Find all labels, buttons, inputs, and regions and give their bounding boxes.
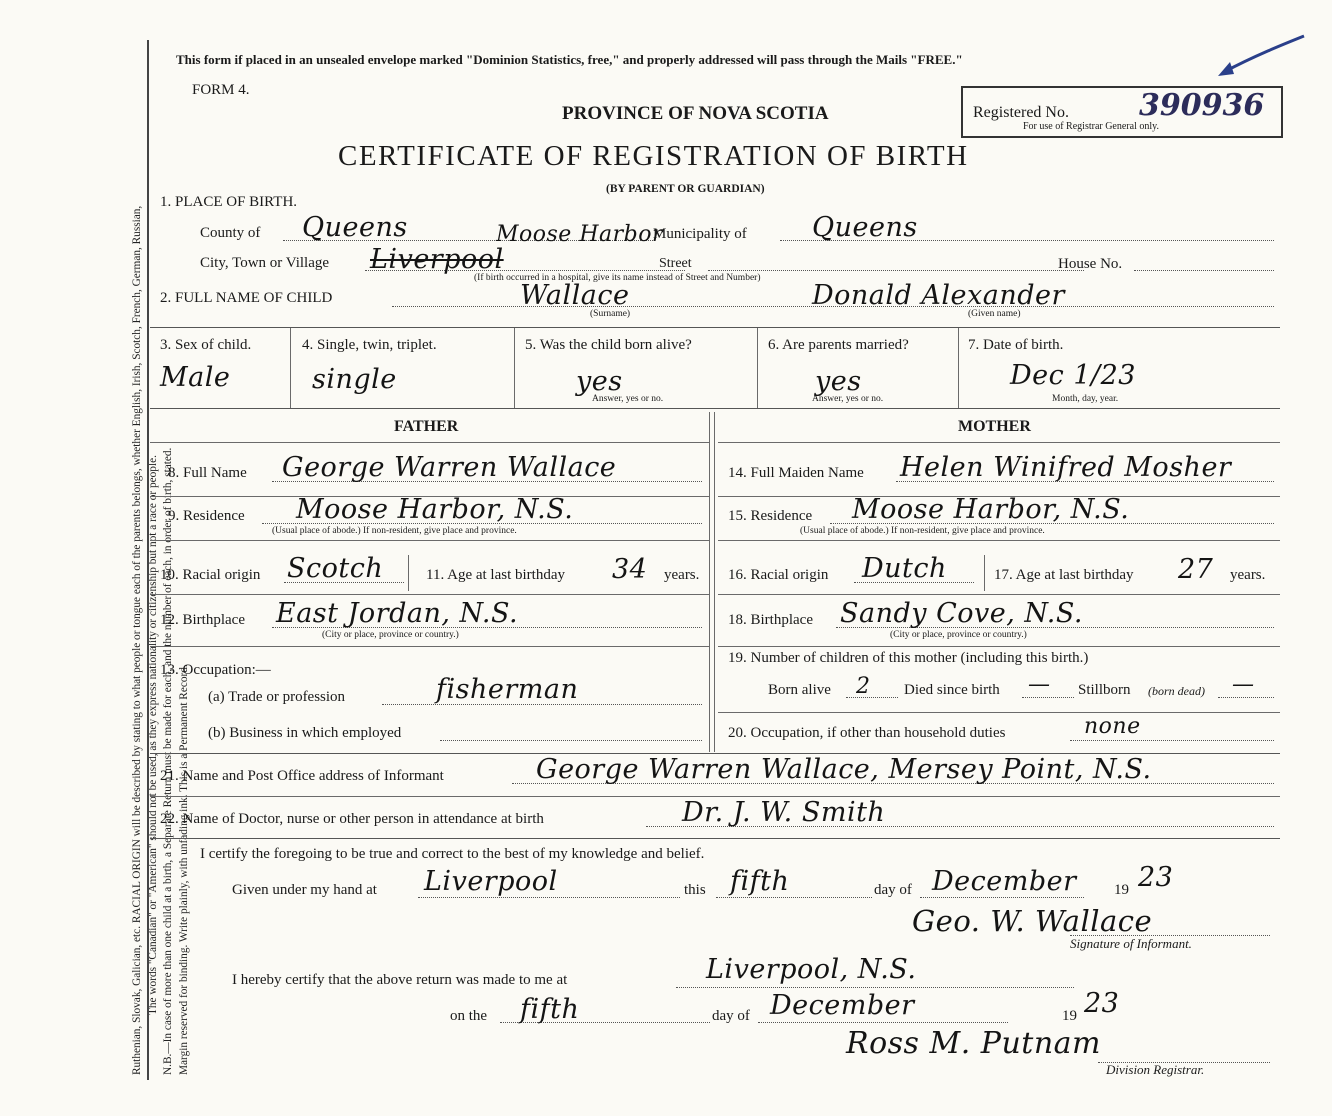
father-trade-label: (a) Trade or profession [208, 689, 346, 705]
this-label: this [684, 882, 706, 898]
stillborn-value: — [1232, 672, 1255, 697]
street-label: Street [659, 256, 692, 271]
city-value: Liverpool [370, 244, 504, 275]
mother-residence-label: 15. Residence [728, 508, 813, 524]
informant-value: George Warren Wallace, Mersey Point, N.S. [536, 754, 1152, 785]
informant-signature: Geo. W. Wallace [912, 904, 1153, 938]
mother-birthplace-value: Sandy Cove, N.S. [840, 598, 1084, 629]
registrar-month-value: December [770, 990, 915, 1021]
mother-birthplace-label: 18. Birthplace [728, 612, 813, 628]
father-trade-value: fisherman [436, 674, 579, 705]
father-age-label: 11. Age at last birthday [426, 567, 565, 583]
certify-statement: I certify the foregoing to be true and correct to the best of my knowledge and belief. [200, 846, 705, 862]
registrar-day-of-label: day of [712, 1008, 750, 1024]
sex-value: Male [160, 362, 231, 393]
plurality-value: single [312, 364, 397, 395]
county-label: County of [200, 225, 261, 241]
certificate-subtitle: (BY PARENT OR GUARDIAN) [606, 183, 765, 195]
father-residence-note: (Usual place of abode.) If non-resident, give place and province. [272, 526, 517, 536]
died-since-birth-value: — [1028, 672, 1051, 697]
mother-name-label: 14. Full Maiden Name [728, 465, 864, 481]
margin-line-2: The words "Canadian" or "American" should not be used, as they express nationality or citizenship but not a race or people. [146, 455, 159, 1015]
doctor-value: Dr. J. W. Smith [682, 797, 886, 828]
province-heading: PROVINCE OF NOVA SCOTIA [562, 103, 829, 124]
registered-note: For use of Registrar General only. [1023, 121, 1159, 132]
registrar-statement: I hereby certify that the above return was made to me at [232, 972, 568, 988]
registered-box [961, 86, 1283, 138]
mother-birthplace-note: (City or place, province or country.) [890, 630, 1027, 640]
informant-signature-label: Signature of Informant. [1070, 936, 1192, 951]
mother-age-label: 17. Age at last birthday [994, 567, 1134, 583]
father-name-value: George Warren Wallace [282, 452, 617, 483]
father-birthplace-value: East Jordan, N.S. [276, 598, 519, 629]
informant-label: 21. Name and Post Office address of Informant [160, 768, 444, 784]
parents-married-label: 6. Are parents married? [768, 337, 909, 353]
registrar-signature: Ross M. Putnam [846, 1026, 1101, 1061]
born-alive-value: yes [576, 366, 623, 397]
place-of-birth-heading: 1. PLACE OF BIRTH. [160, 194, 298, 210]
mother-occupation-value: none [1084, 714, 1141, 739]
father-residence-value: Moose Harbor, N.S. [296, 494, 574, 525]
surname-note: (Surname) [590, 309, 631, 319]
house-number-label: House No. [1058, 256, 1123, 272]
doctor-label: 22. Name of Doctor, nurse or other person in attendance at birth [160, 811, 544, 827]
father-years-label: years. [664, 567, 700, 583]
registrar-signature-label: Division Registrar. [1106, 1062, 1205, 1077]
stillborn-note: (born dead) [1148, 684, 1205, 698]
on-the-label: on the [450, 1008, 488, 1024]
given-place-value: Liverpool [424, 866, 558, 897]
registered-label: Registered No. [973, 104, 1069, 121]
father-racial-value: Scotch [287, 553, 384, 584]
father-birthplace-label: 12. Birthplace [160, 612, 245, 628]
date-of-birth-label: 7. Date of birth. [968, 337, 1064, 353]
child-surname-value: Wallace [520, 280, 630, 311]
mother-racial-value: Dutch [862, 553, 947, 584]
given-under-hand-label: Given under my hand at [232, 882, 377, 898]
given-day-value: fifth [730, 866, 790, 897]
parents-married-note: Answer, yes or no. [812, 394, 884, 404]
municipality-label: Municipality of [653, 226, 747, 242]
county-extra-value: Moose Harbor [496, 222, 663, 247]
registrar-year-value: 23 [1084, 988, 1120, 1019]
mother-age-value: 27 [1178, 554, 1214, 585]
given-name-note: (Given name) [968, 309, 1021, 319]
county-value: Queens [302, 212, 408, 243]
mother-heading: MOTHER [958, 418, 1031, 435]
born-alive-count-value: 2 [856, 674, 871, 699]
mother-name-value: Helen Winifred Mosher [900, 452, 1232, 483]
mailing-notice: This form if placed in an unsealed envelope marked "Dominion Statistics, free," and properly addressed will pass through the Mails "FREE." [176, 52, 963, 67]
father-business-label: (b) Business in which employed [208, 725, 402, 741]
parents-married-value: yes [815, 366, 862, 397]
child-given-name-value: Donald Alexander [812, 280, 1065, 311]
father-racial-label: 10. Racial origin [160, 567, 261, 583]
given-month-value: December [932, 866, 1077, 897]
plurality-label: 4. Single, twin, triplet. [302, 337, 437, 353]
mother-years-label: years. [1230, 567, 1266, 583]
given-year-prefix: 19 [1114, 882, 1129, 898]
form-number: FORM 4. [192, 82, 250, 98]
margin-line-4: Margin reserved for binding. Write plainly, with unfading ink. This is a Permanent Record. [177, 664, 190, 1075]
mother-children-label: 19. Number of children of this mother (including this birth.) [728, 650, 1089, 666]
date-of-birth-value: Dec 1/23 [1010, 360, 1136, 391]
arrow-mark-icon [1214, 30, 1308, 85]
father-heading: FATHER [394, 418, 459, 435]
registrar-year-prefix: 19 [1062, 1008, 1077, 1024]
municipality-value: Queens [812, 212, 918, 243]
hospital-note: (If birth occurred in a hospital, give its name instead of Street and Number) [474, 273, 761, 283]
margin-line-1: Ruthenian, Slovak, Galician, etc. RACIAL ORIGIN will be described by stating to what people or tongue each of the parents belongs, whether English, Irish, Scotch, French, German, Russian, [131, 205, 143, 1075]
certificate-title: CERTIFICATE OF REGISTRATION OF BIRTH [338, 140, 969, 172]
father-residence-label: 9. Residence [168, 508, 245, 524]
mother-racial-label: 16. Racial origin [728, 567, 829, 583]
father-age-value: 34 [612, 554, 648, 585]
binding-margin-rule [147, 40, 149, 1080]
mother-residence-value: Moose Harbor, N.S. [852, 494, 1130, 525]
father-name-label: 8. Full Name [168, 465, 247, 481]
father-birthplace-note: (City or place, province or country.) [322, 630, 459, 640]
born-alive-count-label: Born alive [768, 682, 831, 698]
mother-residence-note: (Usual place of abode.) If non-resident, give place and province. [800, 526, 1045, 536]
given-day-of-label: day of [874, 882, 912, 898]
died-since-birth-label: Died since birth [904, 682, 1000, 698]
registrar-day-value: fifth [520, 994, 580, 1025]
margin-line-3: N.B.—In case of more than one child at a birth, a Separate Return must be made for each, and the number of each, in order of birth, stated. [162, 447, 175, 1075]
registrar-place-value: Liverpool, N.S. [706, 954, 917, 985]
date-of-birth-note: Month, day, year. [1052, 394, 1119, 404]
sex-label: 3. Sex of child. [160, 337, 252, 353]
born-alive-label: 5. Was the child born alive? [525, 337, 692, 353]
born-alive-note: Answer, yes or no. [592, 394, 664, 404]
child-name-label: 2. FULL NAME OF CHILD [160, 290, 333, 306]
city-label: City, Town or Village [200, 255, 330, 271]
stillborn-label: Stillborn [1078, 682, 1131, 698]
father-occupation-label: 13. Occupation:— [160, 662, 271, 678]
registered-number: 390936 [1139, 88, 1265, 123]
given-year-value: 23 [1138, 862, 1174, 893]
mother-occupation-label: 20. Occupation, if other than household duties [728, 725, 1006, 741]
